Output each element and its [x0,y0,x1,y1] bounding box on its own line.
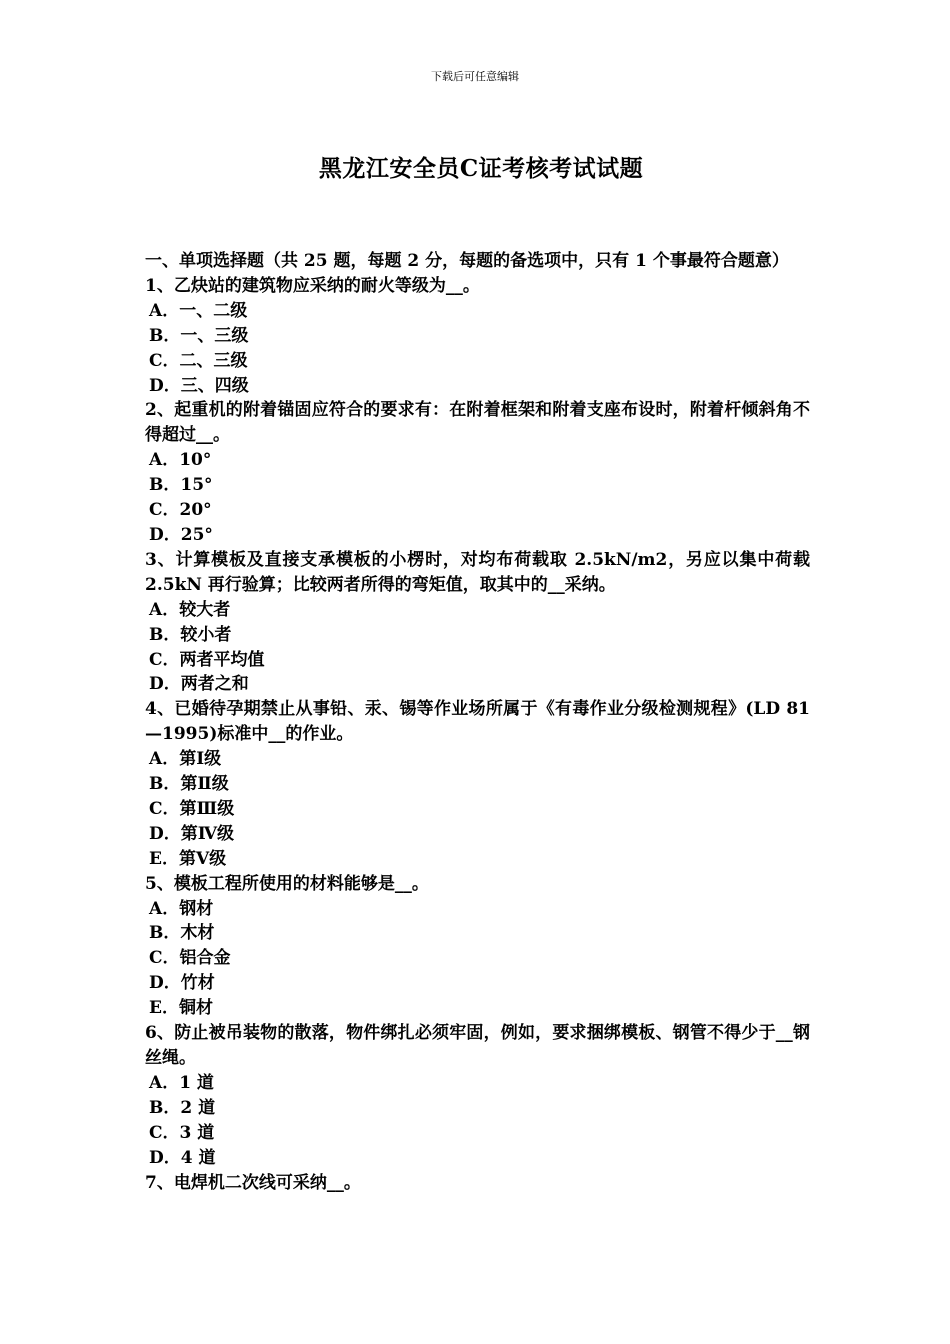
question-4 [145,697,810,871]
option-c: C．铝合金 [149,948,231,969]
option-c: C．两者平均值 [149,649,265,670]
option-list [145,598,810,698]
document-title: 黑龙江安全员C证考核考试试题 [318,155,644,182]
option-list [145,1071,810,1171]
option-a: A．较大者 [149,599,231,620]
option-d: D．三、四级 [149,375,249,396]
option-b: B．15° [149,475,213,496]
question-2 [145,398,810,547]
question-1 [145,274,810,399]
option-b: B．木材 [149,923,215,944]
option-a: A．一、二级 [149,300,248,321]
option-a: A．1 道 [149,1072,214,1093]
option-list [145,448,810,548]
question-6 [145,1021,810,1170]
question-7 [145,1171,810,1196]
question-5 [145,872,810,1021]
option-d: D．竹材 [149,973,215,994]
option-d: D．两者之和 [149,674,249,695]
option-a: A．10° [149,450,212,471]
option-a: A．第Ⅰ级 [149,749,222,770]
document-body [145,249,810,1195]
option-e: E．铜材 [149,998,213,1019]
question-stem: 3、计算模板及直接支承模板的小楞时，对均布荷载取 2.5kN/m2，另应以集中荷载 2.5kN 再行验算；比较两者所得的弯矩值，取其中的__采纳。 [145,549,810,595]
option-b: B．2 道 [149,1097,216,1118]
question-stem: 5、模板工程所使用的材料能够是__。 [145,873,429,894]
option-b: B．一、三级 [149,325,249,346]
option-e: E．第Ⅴ级 [149,848,227,869]
option-c: C．二、三级 [149,350,248,371]
option-b: B．较小者 [149,624,232,645]
question-stem: 7、电焊机二次线可采纳__。 [145,1172,361,1193]
option-list [145,897,810,1022]
option-b: B．第Ⅱ级 [149,774,229,795]
option-d: D．第Ⅳ级 [149,823,235,844]
question-stem: 1、乙炔站的建筑物应采纳的耐火等级为__。 [145,275,480,296]
header-note: 下载后可任意编辑 [431,70,519,83]
option-c: C．第Ⅲ级 [149,798,235,819]
question-stem: 4、已婚待孕期禁止从事铅、汞、锡等作业场所属于《有毒作业分级检测规程》(LD 81—1995)标准中__的作业。 [145,699,810,745]
option-c: C．20° [149,500,212,521]
option-list [145,299,810,399]
question-3 [145,548,810,697]
option-d: D．25° [149,524,213,545]
section-heading: 一、单项选择题（共 25 题，每题 2 分，每题的备选项中，只有 1 个事最符合题意） [145,251,789,271]
option-c: C．3 道 [149,1122,215,1143]
question-stem: 2、起重机的附着锚固应符合的要求有：在附着框架和附着支座布设时，附着杆倾斜角不得超过__。 [145,400,810,446]
option-d: D．4 道 [149,1147,216,1168]
option-a: A．钢材 [149,898,214,919]
question-stem: 6、防止被吊装物的散落，物件绑扎必须牢固，例如，要求捆绑模板、钢管不得少于__钢丝绳。 [145,1023,810,1068]
option-list [145,747,810,872]
